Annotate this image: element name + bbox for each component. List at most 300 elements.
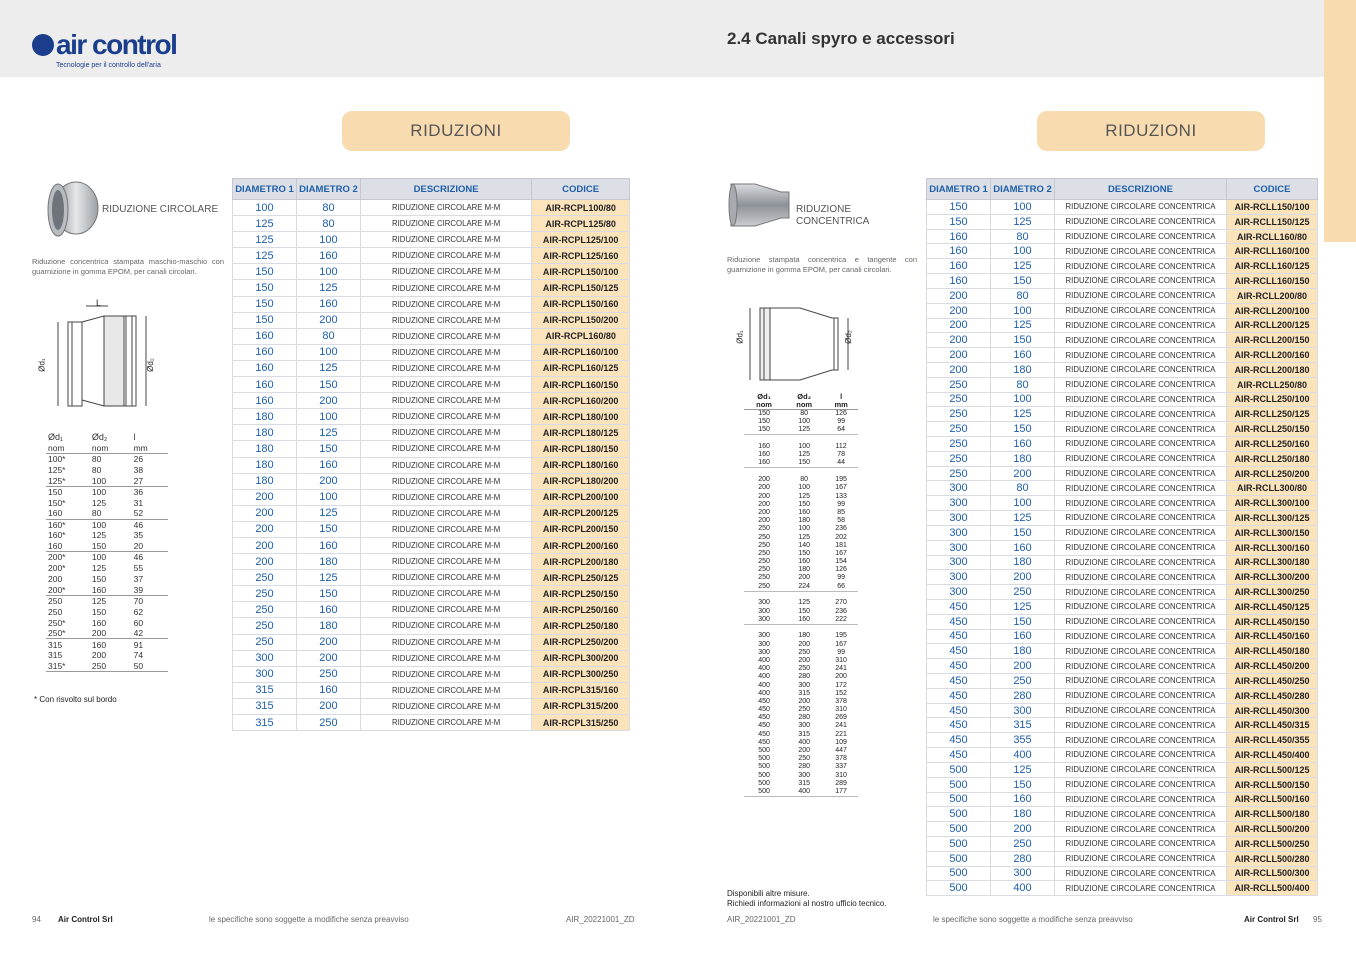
diameter-1-cell: 160 bbox=[927, 274, 991, 289]
dim-header: Ød₂ bbox=[91, 432, 108, 443]
diameter-2-cell: 355 bbox=[991, 733, 1055, 748]
dim-cell: 100 bbox=[90, 552, 132, 563]
table-row bbox=[927, 437, 1318, 452]
dim-cell: 150 bbox=[91, 541, 107, 552]
dim-row bbox=[46, 584, 168, 595]
description-cell: RIDUZIONE CIRCOLARE M-M bbox=[360, 200, 531, 216]
diameter-1-cell: 300 bbox=[927, 585, 991, 600]
dim-row bbox=[744, 641, 858, 649]
dim-row bbox=[744, 616, 858, 625]
dim-row bbox=[744, 459, 858, 468]
dim-header-row bbox=[46, 432, 168, 443]
table-row bbox=[233, 344, 630, 360]
column-header: DIAMETRO 2 bbox=[991, 179, 1055, 200]
dim-cell: 200 bbox=[91, 628, 107, 639]
diameter-2-cell: 250 bbox=[991, 674, 1055, 689]
table-row bbox=[233, 602, 630, 618]
dim-cell: 58 bbox=[837, 517, 845, 525]
dim-cell: 447 bbox=[835, 747, 847, 755]
dim-row bbox=[46, 530, 168, 541]
description-cell: RIDUZIONE CIRCOLARE M-M bbox=[360, 360, 531, 376]
diameter-2-cell: 80 bbox=[991, 288, 1055, 303]
dim-row bbox=[46, 574, 168, 585]
diameter-2-cell: 400 bbox=[991, 748, 1055, 763]
table-row bbox=[927, 200, 1318, 215]
dim-cell: 160* bbox=[46, 519, 90, 530]
dim-cell: 289 bbox=[835, 779, 847, 787]
dim-unit: nom bbox=[48, 443, 65, 454]
code-cell: AIR-RCLL500/150 bbox=[1227, 777, 1318, 792]
dim-cell: 250 bbox=[758, 533, 770, 541]
diameter-2-cell: 125 bbox=[991, 259, 1055, 274]
table-row bbox=[927, 525, 1318, 540]
description-cell: RIDUZIONE CIRCOLARE CONCENTRICA bbox=[1055, 437, 1227, 452]
description-cell: RIDUZIONE CIRCOLARE CONCENTRICA bbox=[1055, 200, 1227, 215]
dim-row bbox=[744, 542, 858, 550]
code-cell: AIR-RCLL500/400 bbox=[1227, 881, 1318, 896]
dim-cell: 300 bbox=[744, 616, 784, 625]
diameter-2-cell: 80 bbox=[991, 377, 1055, 392]
table-row bbox=[927, 318, 1318, 333]
diameter-1-cell: 200 bbox=[927, 348, 991, 363]
footer-company-right: Air Control Srl bbox=[1244, 915, 1299, 924]
dim-cell: 200 bbox=[758, 508, 770, 516]
dim-cell: 44 bbox=[824, 459, 858, 468]
code-cell: AIR-RCLL500/280 bbox=[1227, 851, 1318, 866]
dim-unit: nom bbox=[784, 401, 824, 410]
dim-header: l bbox=[133, 432, 136, 443]
description-cell: RIDUZIONE CIRCOLARE CONCENTRICA bbox=[1055, 540, 1227, 555]
left-footnote: * Con risvolto sul bordo bbox=[34, 695, 117, 704]
dim-row bbox=[744, 426, 858, 435]
diameter-2-cell: 160 bbox=[296, 537, 360, 553]
dim-cell: 250 bbox=[758, 558, 770, 566]
code-cell: AIR-RCPL125/80 bbox=[532, 216, 630, 232]
table-row bbox=[233, 425, 630, 441]
dim-cell: 315* bbox=[48, 660, 66, 671]
dim-row bbox=[744, 714, 858, 722]
description-cell: RIDUZIONE CIRCOLARE M-M bbox=[360, 618, 531, 634]
description-cell: RIDUZIONE CIRCOLARE CONCENTRICA bbox=[1055, 422, 1227, 437]
diameter-2-cell: 150 bbox=[991, 274, 1055, 289]
diameter-1-cell: 450 bbox=[927, 674, 991, 689]
diameter-1-cell: 180 bbox=[233, 441, 297, 457]
dim-cell: 160 bbox=[744, 459, 784, 468]
code-cell: AIR-RCLL500/200 bbox=[1227, 822, 1318, 837]
dim-cell: 202 bbox=[835, 533, 847, 541]
dim-gap bbox=[744, 591, 858, 599]
footer-code-left: AIR_20221001_ZD bbox=[566, 915, 635, 924]
accent-tab bbox=[1324, 0, 1356, 242]
description-cell: RIDUZIONE CIRCOLARE M-M bbox=[360, 537, 531, 553]
table-row bbox=[927, 777, 1318, 792]
table-row bbox=[927, 822, 1318, 837]
dim-cell: 180 bbox=[798, 632, 810, 640]
dim-gap-row bbox=[744, 624, 858, 632]
dim-cell: 74 bbox=[133, 650, 144, 661]
dim-cell: 172 bbox=[835, 681, 847, 689]
table-row bbox=[233, 200, 630, 216]
diameter-2-cell: 100 bbox=[991, 200, 1055, 215]
description-cell: RIDUZIONE CIRCOLARE M-M bbox=[360, 715, 531, 731]
table-row bbox=[233, 586, 630, 602]
dim-cell: 160 bbox=[48, 541, 63, 552]
diameter-1-cell: 100 bbox=[233, 200, 297, 216]
description-cell: RIDUZIONE CIRCOLARE M-M bbox=[360, 232, 531, 248]
diameter-2-cell: 200 bbox=[296, 473, 360, 489]
description-cell: RIDUZIONE CIRCOLARE CONCENTRICA bbox=[1055, 496, 1227, 511]
diameter-1-cell: 250 bbox=[927, 377, 991, 392]
diameter-1-cell: 180 bbox=[233, 425, 297, 441]
table-row bbox=[233, 618, 630, 634]
logo bbox=[32, 30, 176, 60]
dim-cell: 400 bbox=[758, 665, 770, 673]
dim-cell: 250 bbox=[798, 665, 810, 673]
table-row bbox=[233, 698, 630, 714]
diameter-2-cell: 160 bbox=[296, 602, 360, 618]
code-cell: AIR-RCLL300/160 bbox=[1227, 540, 1318, 555]
table-row bbox=[927, 881, 1318, 896]
diameter-2-cell: 200 bbox=[296, 698, 360, 714]
dim-cell: 100 bbox=[90, 519, 132, 530]
code-cell: AIR-RCLL450/150 bbox=[1227, 614, 1318, 629]
dim-row bbox=[744, 722, 858, 730]
diameter-1-cell: 150 bbox=[233, 296, 297, 312]
diameter-2-cell: 300 bbox=[991, 703, 1055, 718]
dim-row bbox=[744, 501, 858, 509]
dim-cell: 400 bbox=[798, 738, 810, 746]
table-row bbox=[927, 629, 1318, 644]
dim-cell: 280 bbox=[798, 763, 810, 771]
dim-cell: 100 bbox=[798, 484, 810, 492]
diameter-1-cell: 200 bbox=[927, 333, 991, 348]
left-dimension-table bbox=[46, 432, 168, 674]
dim-row bbox=[744, 780, 858, 788]
dim-cell: 200 bbox=[798, 747, 810, 755]
dim-row bbox=[744, 509, 858, 517]
code-cell: AIR-RCPL315/200 bbox=[532, 698, 630, 714]
dim-cell: 250 bbox=[758, 566, 770, 574]
description-cell: RIDUZIONE CIRCOLARE CONCENTRICA bbox=[1055, 348, 1227, 363]
code-cell: AIR-RCLL160/100 bbox=[1227, 244, 1318, 259]
dim-cell: 100 bbox=[91, 475, 107, 486]
diameter-1-cell: 500 bbox=[927, 777, 991, 792]
diameter-2-cell: 200 bbox=[296, 312, 360, 328]
dim-cell: 200 bbox=[758, 492, 770, 500]
dim-cell: 378 bbox=[835, 755, 847, 763]
dim-cell: 126 bbox=[835, 410, 847, 418]
dim-cell: 300 bbox=[758, 640, 770, 648]
diameter-2-cell: 100 bbox=[296, 489, 360, 505]
dim-cell: 160 bbox=[784, 616, 824, 625]
dim-cell: 250 bbox=[798, 755, 810, 763]
description-cell: RIDUZIONE CIRCOLARE CONCENTRICA bbox=[1055, 229, 1227, 244]
dim-cell: 150 bbox=[798, 549, 810, 557]
dim-cell: 150* bbox=[48, 497, 66, 508]
dim-cell: 160 bbox=[758, 451, 770, 459]
right-drawing-d1-label: Ød₁ bbox=[735, 330, 745, 344]
code-cell: AIR-RCPL180/160 bbox=[532, 457, 630, 473]
dim-row bbox=[744, 755, 858, 763]
dim-row bbox=[744, 665, 858, 673]
diameter-1-cell: 450 bbox=[927, 644, 991, 659]
diameter-1-cell: 180 bbox=[233, 473, 297, 489]
logo-tagline: Tecnologie per il controllo dell'aria bbox=[56, 62, 161, 69]
table-row bbox=[233, 473, 630, 489]
diameter-2-cell: 200 bbox=[296, 393, 360, 409]
diameter-2-cell: 150 bbox=[991, 525, 1055, 540]
dim-cell: 80 bbox=[91, 465, 102, 476]
dim-row bbox=[46, 541, 168, 552]
dim-row bbox=[46, 552, 168, 563]
dim-cell: 52 bbox=[133, 508, 144, 519]
dim-row bbox=[744, 673, 858, 681]
dim-cell: 125 bbox=[798, 492, 810, 500]
logo-mark-icon bbox=[32, 34, 54, 56]
description-cell: RIDUZIONE CIRCOLARE CONCENTRICA bbox=[1055, 881, 1227, 896]
dim-row bbox=[744, 517, 858, 525]
dim-row bbox=[744, 484, 858, 492]
dim-cell: 150 bbox=[744, 426, 784, 435]
code-cell: AIR-RCLL300/100 bbox=[1227, 496, 1318, 511]
diameter-2-cell: 400 bbox=[991, 881, 1055, 896]
code-cell: AIR-RCLL450/200 bbox=[1227, 659, 1318, 674]
dim-cell: 250 bbox=[46, 595, 90, 606]
dim-cell: 66 bbox=[824, 583, 858, 592]
dim-cell: 224 bbox=[784, 583, 824, 592]
diameter-2-cell: 250 bbox=[296, 666, 360, 682]
diameter-1-cell: 160 bbox=[927, 229, 991, 244]
diameter-2-cell: 150 bbox=[991, 614, 1055, 629]
diameter-2-cell: 125 bbox=[296, 280, 360, 296]
diameter-2-cell: 180 bbox=[991, 451, 1055, 466]
left-product-table bbox=[232, 178, 630, 731]
dim-cell: 154 bbox=[835, 558, 847, 566]
dim-cell: 64 bbox=[824, 426, 858, 435]
dim-cell: 152 bbox=[835, 689, 847, 697]
dim-cell: 300 bbox=[798, 771, 810, 779]
table-row bbox=[927, 688, 1318, 703]
dim-row bbox=[46, 476, 168, 487]
diameter-2-cell: 150 bbox=[991, 777, 1055, 792]
description-cell: RIDUZIONE CIRCOLARE M-M bbox=[360, 666, 531, 682]
footer-page-right: 95 bbox=[1313, 915, 1322, 924]
dim-gap-row bbox=[744, 435, 858, 443]
description-cell: RIDUZIONE CIRCOLARE M-M bbox=[360, 216, 531, 232]
diameter-1-cell: 500 bbox=[927, 822, 991, 837]
dim-cell: 35 bbox=[133, 530, 144, 541]
code-cell: AIR-RCPL200/100 bbox=[532, 489, 630, 505]
dim-cell: 160 bbox=[798, 558, 810, 566]
dim-cell: 80 bbox=[90, 454, 132, 465]
dim-cell: 180 bbox=[798, 517, 810, 525]
table-row bbox=[927, 303, 1318, 318]
code-cell: AIR-RCLL200/150 bbox=[1227, 333, 1318, 348]
dim-cell: 80 bbox=[800, 410, 809, 418]
dim-unit: nom bbox=[744, 401, 784, 410]
dim-cell: 250 bbox=[798, 706, 810, 714]
dim-row bbox=[744, 731, 858, 739]
diameter-1-cell: 250 bbox=[927, 407, 991, 422]
code-cell: AIR-RCLL250/150 bbox=[1227, 422, 1318, 437]
dim-cell: 500 bbox=[744, 788, 784, 797]
diameter-1-cell: 450 bbox=[927, 733, 991, 748]
right-description: Riduzione stampata concentrica e tangente con guarnizione in gomma EPOM, per canali circolari. bbox=[727, 255, 917, 274]
footer-notice-left: le specifiche sono soggette a modifiche senza preavviso bbox=[209, 915, 409, 924]
dim-cell: 160 bbox=[758, 443, 770, 451]
dim-row bbox=[744, 533, 858, 541]
description-cell: RIDUZIONE CIRCOLARE CONCENTRICA bbox=[1055, 866, 1227, 881]
dim-row bbox=[46, 508, 168, 519]
diameter-1-cell: 250 bbox=[927, 466, 991, 481]
code-cell: AIR-RCPL180/125 bbox=[532, 425, 630, 441]
dim-row bbox=[744, 493, 858, 501]
diameter-2-cell: 200 bbox=[991, 659, 1055, 674]
description-cell: RIDUZIONE CIRCOLARE M-M bbox=[360, 377, 531, 393]
code-cell: AIR-RCLL200/160 bbox=[1227, 348, 1318, 363]
diameter-1-cell: 150 bbox=[233, 312, 297, 328]
diameter-1-cell: 250 bbox=[927, 437, 991, 452]
diameter-1-cell: 150 bbox=[927, 214, 991, 229]
diameter-2-cell: 250 bbox=[991, 585, 1055, 600]
dim-unit-row bbox=[46, 443, 168, 454]
diameter-1-cell: 300 bbox=[927, 555, 991, 570]
diameter-2-cell: 80 bbox=[296, 200, 360, 216]
table-row bbox=[927, 644, 1318, 659]
dim-row bbox=[46, 606, 168, 617]
description-cell: RIDUZIONE CIRCOLARE M-M bbox=[360, 280, 531, 296]
dim-cell: 200 bbox=[798, 697, 810, 705]
diameter-1-cell: 250 bbox=[927, 422, 991, 437]
dim-row bbox=[744, 583, 858, 592]
code-cell: AIR-RCLL450/400 bbox=[1227, 748, 1318, 763]
footer-company-left: Air Control Srl bbox=[58, 915, 113, 924]
dim-cell: 39 bbox=[133, 584, 144, 595]
dim-cell: 450 bbox=[758, 730, 770, 738]
description-cell: RIDUZIONE CIRCOLARE M-M bbox=[360, 473, 531, 489]
diameter-1-cell: 150 bbox=[233, 280, 297, 296]
dim-header: Ød₁ bbox=[48, 432, 64, 443]
dim-cell: 300 bbox=[758, 607, 770, 615]
table-row bbox=[233, 457, 630, 473]
diameter-2-cell: 160 bbox=[991, 437, 1055, 452]
diameter-1-cell: 300 bbox=[927, 540, 991, 555]
table-row bbox=[927, 614, 1318, 629]
diameter-1-cell: 200 bbox=[233, 521, 297, 537]
description-cell: RIDUZIONE CIRCOLARE CONCENTRICA bbox=[1055, 629, 1227, 644]
left-product-label: RIDUZIONE CIRCOLARE bbox=[102, 204, 219, 215]
diameter-1-cell: 450 bbox=[927, 748, 991, 763]
code-cell: AIR-RCLL500/125 bbox=[1227, 762, 1318, 777]
dim-cell: 46 bbox=[132, 552, 168, 563]
diameter-1-cell: 450 bbox=[927, 614, 991, 629]
diameter-1-cell: 250 bbox=[233, 618, 297, 634]
dim-row bbox=[744, 410, 858, 419]
diameter-1-cell: 500 bbox=[927, 836, 991, 851]
diameter-2-cell: 280 bbox=[991, 851, 1055, 866]
dim-row bbox=[744, 418, 858, 426]
left-description: Riduzione concentrica stampata maschio-maschio con guarnizione in gomma EPOM, per canali circolari. bbox=[32, 257, 224, 276]
table-row bbox=[233, 393, 630, 409]
description-cell: RIDUZIONE CIRCOLARE M-M bbox=[360, 344, 531, 360]
dim-row bbox=[744, 690, 858, 698]
code-cell: AIR-RCLL450/160 bbox=[1227, 629, 1318, 644]
dim-cell: 160* bbox=[48, 530, 66, 541]
dim-unit: mm bbox=[133, 443, 148, 454]
dim-row bbox=[744, 706, 858, 714]
diameter-1-cell: 180 bbox=[233, 457, 297, 473]
dim-unit-row bbox=[744, 401, 858, 410]
code-cell: AIR-RCPL150/200 bbox=[532, 312, 630, 328]
diameter-1-cell: 250 bbox=[927, 451, 991, 466]
table-row bbox=[233, 715, 630, 731]
dim-cell: 500 bbox=[758, 755, 770, 763]
dim-cell: 310 bbox=[835, 656, 847, 664]
diameter-2-cell: 150 bbox=[296, 521, 360, 537]
dim-row bbox=[46, 486, 168, 497]
dim-cell: 269 bbox=[835, 714, 847, 722]
diameter-2-cell: 100 bbox=[296, 409, 360, 425]
table-row bbox=[927, 599, 1318, 614]
diameter-1-cell: 315 bbox=[233, 682, 297, 698]
diameter-2-cell: 160 bbox=[991, 629, 1055, 644]
description-cell: RIDUZIONE CIRCOLARE CONCENTRICA bbox=[1055, 244, 1227, 259]
dim-cell: 300 bbox=[758, 599, 770, 607]
dim-header: Ød₂ bbox=[797, 392, 812, 402]
diameter-1-cell: 125 bbox=[233, 216, 297, 232]
code-cell: AIR-RCLL450/315 bbox=[1227, 718, 1318, 733]
diameter-1-cell: 200 bbox=[927, 318, 991, 333]
description-cell: RIDUZIONE CIRCOLARE M-M bbox=[360, 682, 531, 698]
diameter-2-cell: 150 bbox=[991, 333, 1055, 348]
dim-cell: 400 bbox=[784, 788, 824, 797]
code-cell: AIR-RCPL160/200 bbox=[532, 393, 630, 409]
code-cell: AIR-RCPL200/160 bbox=[532, 537, 630, 553]
diameter-2-cell: 160 bbox=[296, 457, 360, 473]
diameter-1-cell: 315 bbox=[233, 698, 297, 714]
diameter-2-cell: 150 bbox=[991, 422, 1055, 437]
dim-cell: 200 bbox=[798, 640, 810, 648]
dim-cell: 150 bbox=[798, 607, 810, 615]
diameter-1-cell: 450 bbox=[927, 718, 991, 733]
dim-cell: 80 bbox=[800, 476, 809, 484]
right-drawing-d2-label: Ød₂ bbox=[843, 330, 853, 344]
diameter-1-cell: 250 bbox=[927, 392, 991, 407]
code-cell: AIR-RCLL500/180 bbox=[1227, 807, 1318, 822]
table-row bbox=[927, 762, 1318, 777]
diameter-1-cell: 450 bbox=[927, 599, 991, 614]
diameter-2-cell: 80 bbox=[296, 328, 360, 344]
diameter-1-cell: 300 bbox=[927, 511, 991, 526]
dim-cell: 250 bbox=[91, 660, 107, 671]
table-row bbox=[233, 232, 630, 248]
dim-cell: 450 bbox=[758, 714, 770, 722]
diameter-1-cell: 160 bbox=[927, 259, 991, 274]
dim-cell: 160 bbox=[91, 617, 107, 628]
dim-gap-row bbox=[744, 591, 858, 599]
description-cell: RIDUZIONE CIRCOLARE CONCENTRICA bbox=[1055, 451, 1227, 466]
diameter-2-cell: 125 bbox=[991, 407, 1055, 422]
left-drawing-d2-label: Ød₂ bbox=[145, 358, 155, 372]
table-row bbox=[233, 650, 630, 666]
dim-cell: 150 bbox=[758, 418, 770, 426]
table-row bbox=[927, 718, 1318, 733]
description-cell: RIDUZIONE CIRCOLARE M-M bbox=[360, 312, 531, 328]
diameter-2-cell: 180 bbox=[991, 555, 1055, 570]
dim-row bbox=[46, 563, 168, 574]
dim-row bbox=[744, 451, 858, 459]
description-cell: RIDUZIONE CIRCOLARE CONCENTRICA bbox=[1055, 318, 1227, 333]
